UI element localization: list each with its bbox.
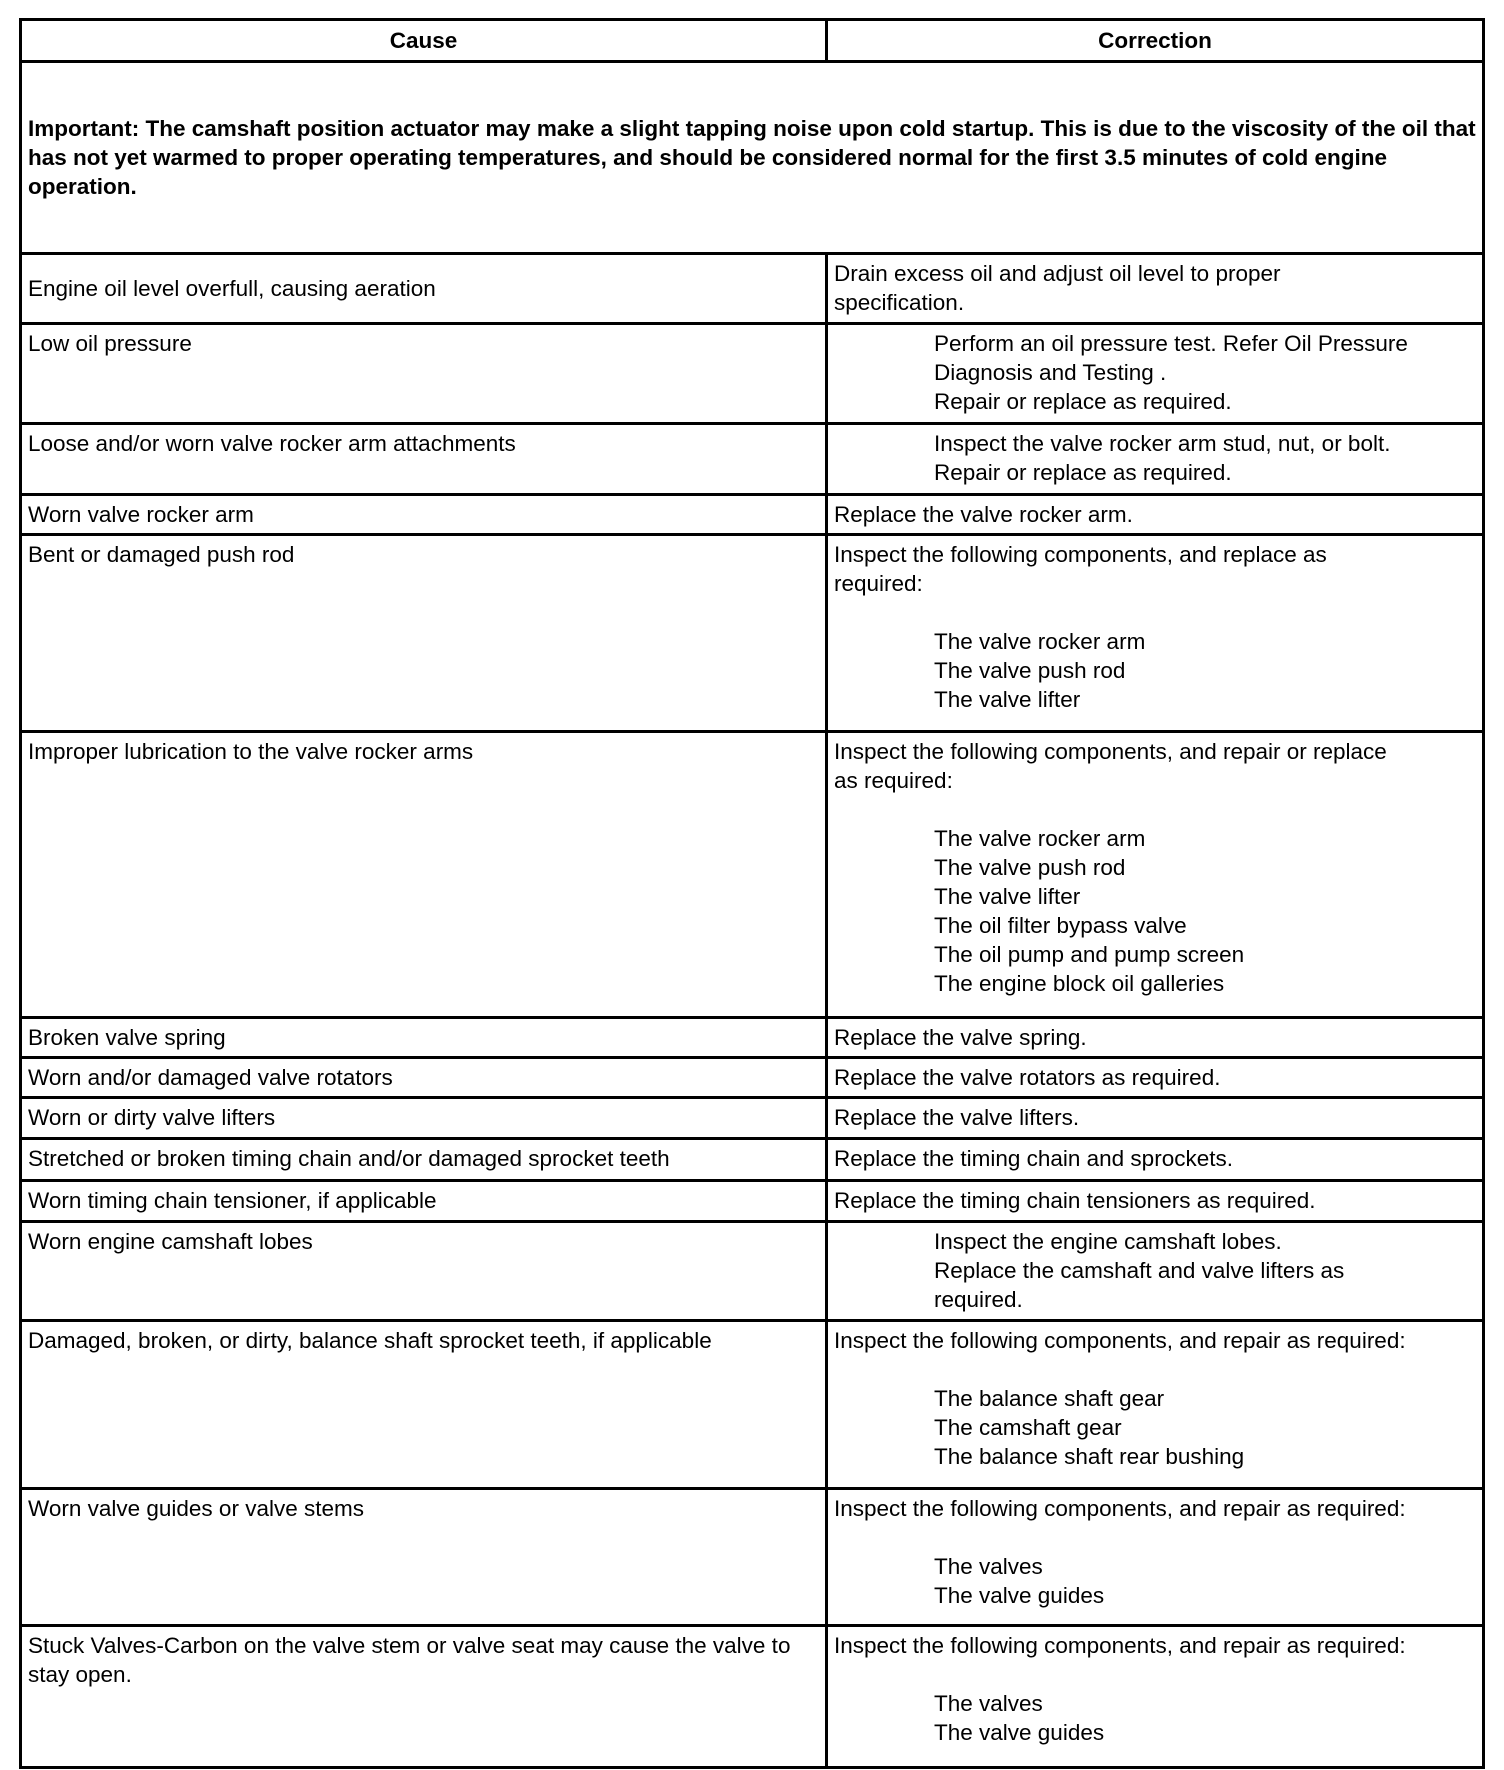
cause-cell: Low oil pressure — [21, 324, 827, 424]
correction-text — [834, 1144, 1476, 1173]
correction-line: Inspect the following components, and repair as required: — [834, 1328, 1406, 1353]
table-row — [21, 535, 1484, 732]
correction-steps — [834, 1227, 1476, 1314]
header-row — [21, 20, 1484, 62]
correction-line: Drain excess oil and adjust oil level to proper — [834, 261, 1281, 286]
correction-cell — [827, 1058, 1484, 1098]
correction-cell — [827, 732, 1484, 1018]
cause-cell: Engine oil level overfull, causing aeration — [21, 254, 827, 324]
correction-line: Inspect the following components, and replace as — [834, 542, 1327, 567]
correction-text — [834, 1103, 1476, 1132]
correction-cell — [827, 254, 1484, 324]
component-item: The valves — [934, 1554, 1043, 1579]
cause-cell: Worn valve rocker arm — [21, 495, 827, 535]
cause-cell: Worn or dirty valve lifters — [21, 1098, 827, 1139]
correction-cell — [827, 424, 1484, 495]
table-row — [21, 1222, 1484, 1321]
correction-text — [834, 737, 1476, 795]
correction-text — [834, 540, 1476, 598]
diagnostic-table — [19, 18, 1485, 1769]
correction-text — [834, 1494, 1476, 1523]
correction-line: Inspect the following components, and repair as required: — [834, 1633, 1406, 1658]
table-row — [21, 1626, 1484, 1768]
cause-cell: Worn valve guides or valve stems — [21, 1489, 827, 1626]
cause-cell: Stretched or broken timing chain and/or damaged sprocket teeth — [21, 1139, 827, 1181]
table-row — [21, 424, 1484, 495]
correction-cell — [827, 1098, 1484, 1139]
correction-cell — [827, 1139, 1484, 1181]
cause-cell: Damaged, broken, or dirty, balance shaft sprocket teeth, if applicable — [21, 1321, 827, 1489]
table-row — [21, 495, 1484, 535]
component-item: The valve guides — [934, 1583, 1105, 1608]
correction-line: Replace the timing chain and sprockets. — [834, 1146, 1233, 1171]
table-row — [21, 254, 1484, 324]
table-row — [21, 1058, 1484, 1098]
component-item: The oil filter bypass valve — [934, 913, 1187, 938]
correction-cell — [827, 324, 1484, 424]
correction-step: Repair or replace as required. — [934, 460, 1232, 485]
correction-line: Replace the valve lifters. — [834, 1105, 1080, 1130]
component-list — [834, 1552, 1476, 1610]
component-item: The valve lifter — [934, 687, 1081, 712]
component-item: The camshaft gear — [934, 1415, 1122, 1440]
correction-text — [834, 1023, 1476, 1052]
header-cause: Cause — [21, 20, 827, 62]
component-item: The valve push rod — [934, 855, 1126, 880]
correction-cell — [827, 1222, 1484, 1321]
component-item: The balance shaft gear — [934, 1386, 1165, 1411]
correction-step: Inspect the valve rocker arm stud, nut, or bolt. — [934, 431, 1391, 456]
correction-text — [834, 1186, 1476, 1215]
cause-cell: Worn engine camshaft lobes — [21, 1222, 827, 1321]
cause-cell: Improper lubrication to the valve rocker arms — [21, 732, 827, 1018]
cause-cell: Loose and/or worn valve rocker arm attachments — [21, 424, 827, 495]
component-item: The valve lifter — [934, 884, 1081, 909]
correction-line: Inspect the following components, and repair or replace — [834, 739, 1387, 764]
cause-cell: Bent or damaged push rod — [21, 535, 827, 732]
component-list — [834, 1384, 1476, 1471]
correction-cell — [827, 1321, 1484, 1489]
component-item: The valve rocker arm — [934, 826, 1146, 851]
correction-text — [834, 1063, 1476, 1092]
cause-cell: Worn timing chain tensioner, if applicable — [21, 1181, 827, 1222]
table-row — [21, 732, 1484, 1018]
correction-step: required. — [934, 1287, 1023, 1312]
cause-cell: Stuck Valves-Carbon on the valve stem or valve seat may cause the valve to stay open. — [21, 1626, 827, 1768]
correction-steps — [834, 329, 1476, 416]
correction-text — [834, 1631, 1476, 1660]
correction-text — [834, 259, 1476, 317]
correction-cell — [827, 1489, 1484, 1626]
component-list — [834, 627, 1476, 714]
component-item: The valve guides — [934, 1720, 1105, 1745]
correction-cell — [827, 535, 1484, 732]
table-row — [21, 1181, 1484, 1222]
table-row — [21, 1098, 1484, 1139]
component-item: The oil pump and pump screen — [934, 942, 1245, 967]
table-row — [21, 324, 1484, 424]
component-list — [834, 1689, 1476, 1747]
important-note: Important: The camshaft position actuator may make a slight tapping noise upon cold startup. This is due to the viscosity of the oil that has not yet warmed to proper operating temperatures, and should be considered normal for the first 3.5 minutes of cold engine operation. — [21, 62, 1484, 254]
cause-cell: Worn and/or damaged valve rotators — [21, 1058, 827, 1098]
component-item: The engine block oil galleries — [934, 971, 1225, 996]
component-item: The valve rocker arm — [934, 629, 1146, 654]
correction-line: Replace the valve rocker arm. — [834, 502, 1133, 527]
correction-step: Replace the camshaft and valve lifters as — [934, 1258, 1345, 1283]
correction-text — [834, 1326, 1476, 1355]
correction-line: required: — [834, 571, 923, 596]
correction-line: specification. — [834, 290, 965, 315]
header-correction: Correction — [827, 20, 1484, 62]
correction-cell — [827, 1018, 1484, 1058]
correction-steps — [834, 429, 1476, 487]
correction-step: Repair or replace as required. — [934, 389, 1232, 414]
correction-line: as required: — [834, 768, 953, 793]
correction-step: Diagnosis and Testing . — [934, 360, 1167, 385]
correction-line: Replace the timing chain tensioners as required. — [834, 1188, 1316, 1213]
correction-cell — [827, 1626, 1484, 1768]
correction-step: Perform an oil pressure test. Refer Oil Pressure — [934, 331, 1408, 356]
table-row — [21, 1489, 1484, 1626]
correction-line: Inspect the following components, and repair as required: — [834, 1496, 1406, 1521]
component-item: The balance shaft rear bushing — [934, 1444, 1245, 1469]
component-item: The valve push rod — [934, 658, 1126, 683]
correction-cell — [827, 1181, 1484, 1222]
cause-cell: Broken valve spring — [21, 1018, 827, 1058]
correction-cell — [827, 495, 1484, 535]
correction-step: Inspect the engine camshaft lobes. — [934, 1229, 1282, 1254]
correction-text — [834, 500, 1476, 529]
correction-line: Replace the valve spring. — [834, 1025, 1087, 1050]
important-note-row — [21, 62, 1484, 254]
correction-line: Replace the valve rotators as required. — [834, 1065, 1221, 1090]
table-row — [21, 1321, 1484, 1489]
table-row — [21, 1018, 1484, 1058]
component-list — [834, 824, 1476, 998]
component-item: The valves — [934, 1691, 1043, 1716]
table-row — [21, 1139, 1484, 1181]
